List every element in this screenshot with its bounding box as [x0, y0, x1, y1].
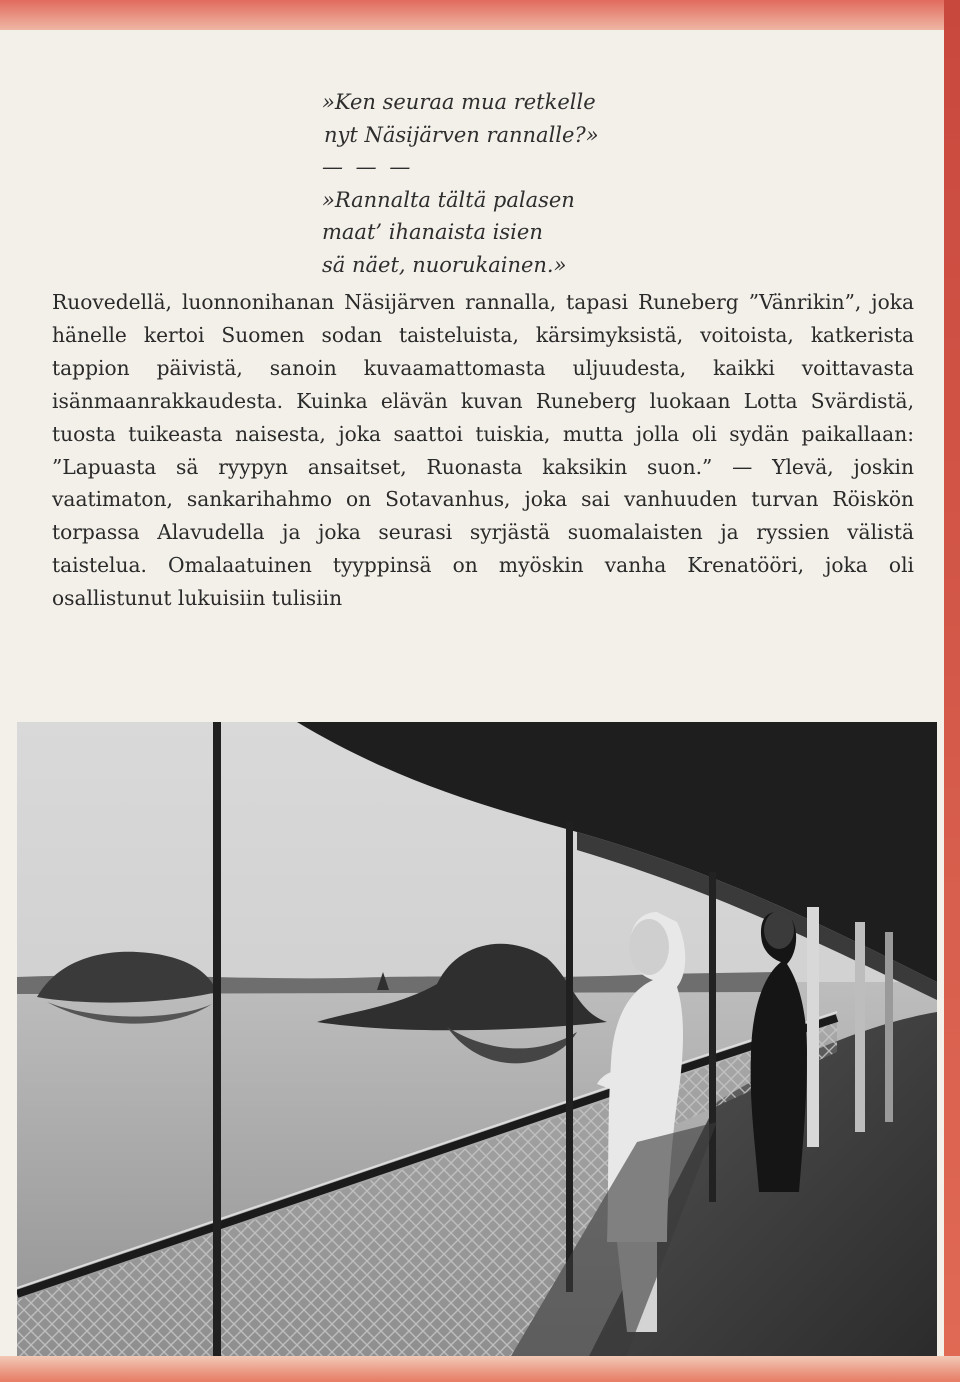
lake-steamer-photo [17, 722, 937, 1380]
verse-separator: — — — [322, 155, 414, 179]
verse-line-1: »Ken seuraa mua retkelle [322, 90, 596, 114]
verse-line-5: maat’ ihanaista isien [322, 220, 543, 244]
right-color-band [944, 0, 960, 1382]
verse-line-2: nyt Näsijärven rannalle?» [324, 122, 599, 147]
verse-line-4: »Rannalta tältä palasen [322, 187, 575, 212]
bottom-color-band [0, 1356, 960, 1382]
verse-line-6: sä näet, nuorukainen.» [322, 252, 567, 277]
top-color-band [0, 0, 960, 30]
body-paragraph: Ruovedellä, luonnonihanan Näsijärven rannalla, tapasi Runeberg ”Vänrikin”, joka hänelle kertoi Suomen sodan taisteluista, kärsimyksistä, voitoista, katkerista tappion päivistä, sanoin kuvaamattomasta uljuudesta, kaikki voittavasta isänmaanrakkaudesta. Kuinka elävän kuvan Runeberg luokaan Lotta Svärdistä, tuosta tuikeasta naisesta, joka saattoi tuiskia, mutta jolla oli sydän paikallaan: ”Lapuasta sä ryypyn ansaitset, Ruonasta kaksikin suon.” — Ylevä, joskin vaatimaton, sankarihahmo on Sotavanhus, joka sai vanhuuden turvan Röiskön torpassa Alavudella ja joka seurasi syrjästä suomalaisten ja ryssien välistä taistelua. Omalaatuinen tyyppinsä on myöskin vanha Krenatööri, joka oli osallistunut lukuisiin tulisiin [52, 290, 914, 611]
photo-illustration [17, 722, 937, 1380]
poem-verse [322, 86, 722, 281]
